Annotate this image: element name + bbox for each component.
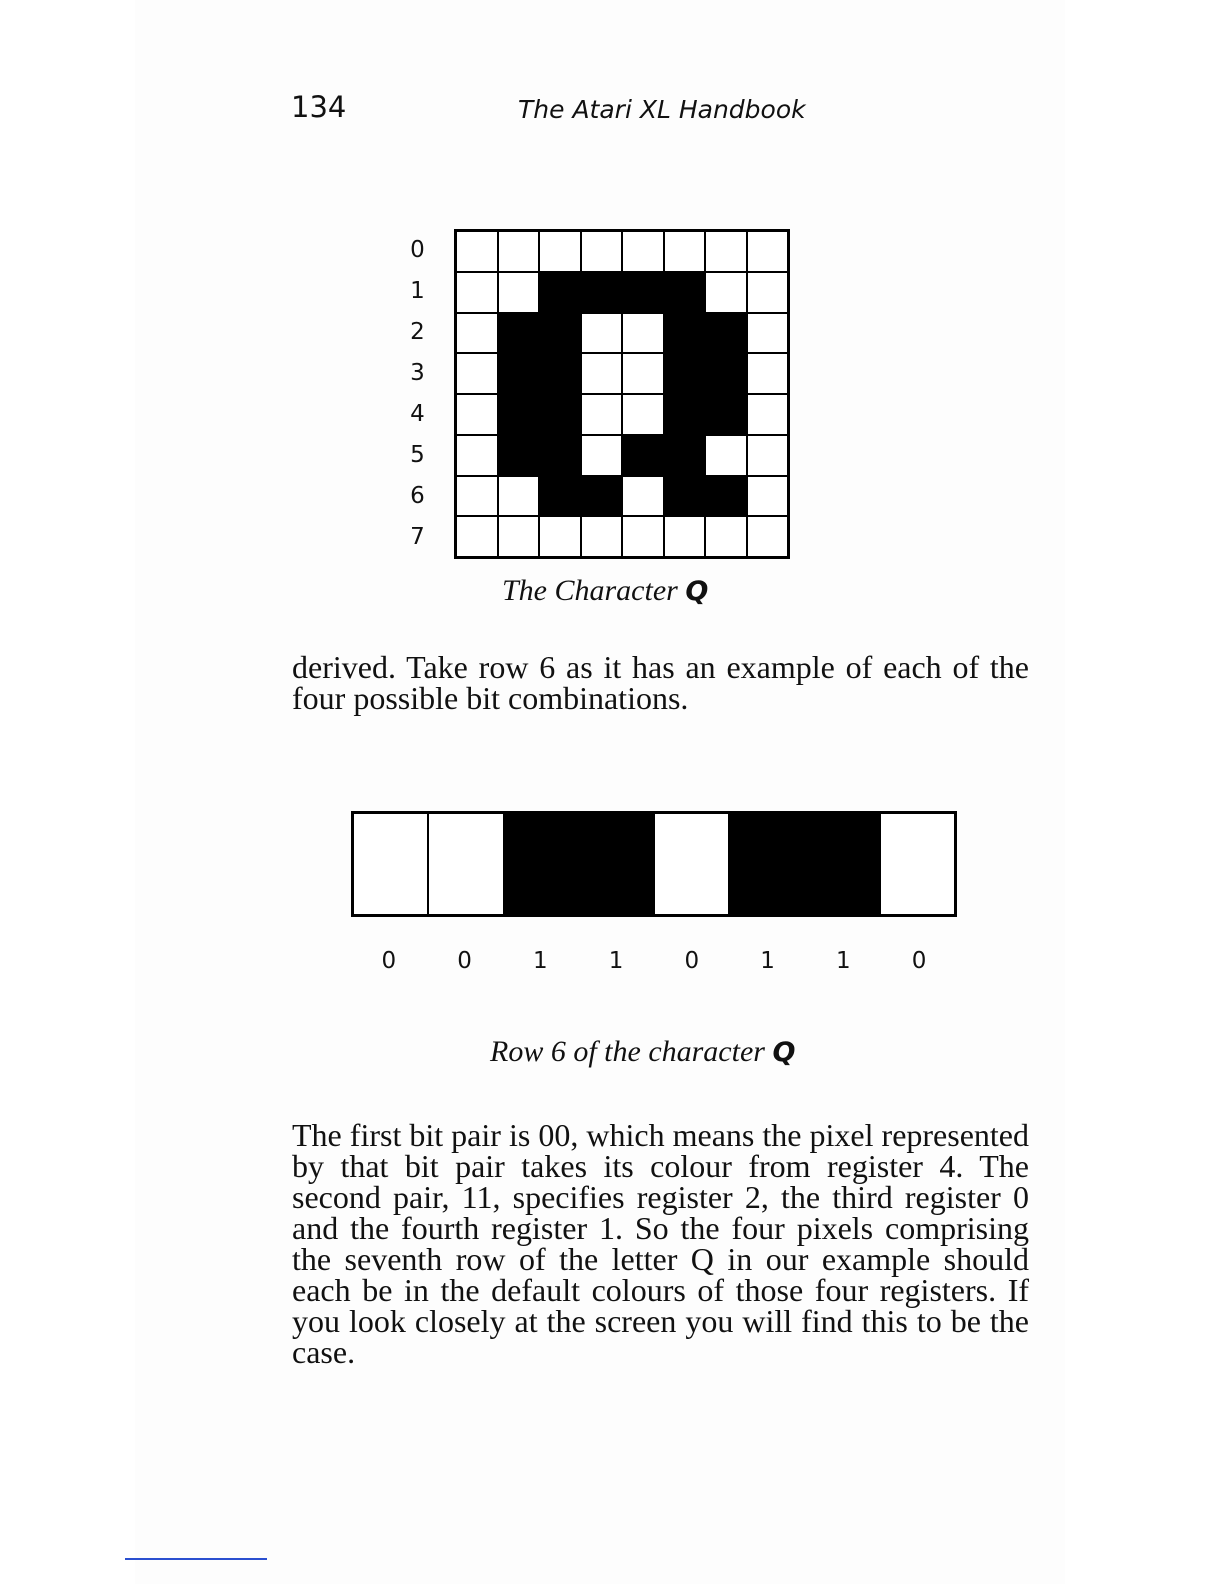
grid-cell-filled — [665, 477, 705, 516]
grid-cell-empty — [540, 517, 580, 556]
bit-label: 1 — [608, 948, 624, 974]
bit-label: 0 — [381, 948, 397, 974]
grid-cell-empty — [706, 232, 746, 271]
grid-cell-filled — [582, 477, 622, 516]
grid-cell-empty — [623, 314, 663, 353]
grid-cell-empty — [457, 273, 497, 312]
grid-cell-empty — [665, 517, 705, 556]
row-label: 0 — [410, 237, 425, 263]
caption-text: The Character — [502, 574, 686, 607]
grid-cell-filled — [499, 436, 539, 475]
grid-cell-filled — [706, 314, 746, 353]
grid-cell-filled — [582, 273, 622, 312]
grid-cell-empty — [457, 314, 497, 353]
strip-cell-filled — [580, 814, 655, 914]
grid-cell-empty — [623, 354, 663, 393]
strip-cell-empty — [655, 814, 730, 914]
grid-cell-filled — [540, 314, 580, 353]
row-label: 3 — [410, 360, 425, 386]
grid-cell-empty — [748, 273, 788, 312]
grid-cell-filled — [665, 273, 705, 312]
grid-cell-filled — [623, 436, 663, 475]
bit-labels — [351, 948, 957, 974]
grid-cell-filled — [499, 395, 539, 434]
caption-letter: Q — [772, 1037, 796, 1068]
grid-cell-filled — [540, 395, 580, 434]
running-head: The Atari XL Handbook — [518, 95, 806, 124]
grid-cell-empty — [457, 395, 497, 434]
row-label: 6 — [410, 483, 425, 509]
grid-cell-empty — [582, 395, 622, 434]
grid-cell-filled — [665, 436, 705, 475]
grid-cell-empty — [623, 477, 663, 516]
strip-cell-filled — [806, 814, 881, 914]
grid-cell-empty — [748, 232, 788, 271]
bit-label: 1 — [836, 948, 851, 974]
grid-cell-empty — [748, 436, 788, 475]
grid-cell-empty — [582, 436, 622, 475]
grid-cell-empty — [499, 273, 539, 312]
grid-cell-empty — [582, 354, 622, 393]
grid-cell-empty — [706, 436, 746, 475]
grid-cell-empty — [582, 232, 622, 271]
grid-cell-empty — [582, 314, 622, 353]
grid-cell-empty — [457, 436, 497, 475]
bit-label: 0 — [684, 948, 700, 974]
grid-cell-empty — [623, 395, 663, 434]
row-label: 5 — [410, 442, 425, 468]
strip-cell-filled — [505, 814, 580, 914]
grid-cell-filled — [540, 436, 580, 475]
grid-cell-empty — [457, 232, 497, 271]
grid-cell-empty — [748, 354, 788, 393]
grid-cell-empty — [457, 477, 497, 516]
strip-cell-empty — [429, 814, 504, 914]
row-label: 2 — [410, 319, 425, 345]
grid-cell-empty — [665, 232, 705, 271]
grid-cell-empty — [623, 232, 663, 271]
figure-caption-row-6 — [490, 1035, 795, 1069]
grid-cell-empty — [499, 477, 539, 516]
row-label: 7 — [410, 524, 425, 550]
grid-cell-empty — [748, 395, 788, 434]
caption-text: Row 6 of the character — [490, 1035, 773, 1068]
body-paragraph: derived. Take row 6 as it has an example of each of the four possible bit combinations. — [292, 649, 1029, 716]
grid-cell-filled — [623, 273, 663, 312]
grid-cell-empty — [706, 273, 746, 312]
page-number: 134 — [291, 90, 347, 124]
bit-label: 0 — [911, 948, 927, 974]
grid-cell-filled — [499, 314, 539, 353]
row-label: 1 — [410, 278, 425, 304]
row-label: 4 — [410, 401, 425, 427]
grid-cell-filled — [665, 354, 705, 393]
strip-cell-empty — [354, 814, 429, 914]
grid-cell-empty — [457, 517, 497, 556]
grid-cell-filled — [540, 273, 580, 312]
strip-cell-empty — [881, 814, 954, 914]
grid-cell-filled — [665, 395, 705, 434]
grid-cell-empty — [499, 232, 539, 271]
character-q-grid — [454, 229, 790, 559]
grid-cell-empty — [706, 517, 746, 556]
grid-cell-empty — [540, 232, 580, 271]
grid-cell-empty — [499, 517, 539, 556]
grid-cell-filled — [706, 354, 746, 393]
grid-cell-filled — [665, 314, 705, 353]
grid-cell-empty — [582, 517, 622, 556]
caption-letter: Q — [685, 576, 709, 607]
grid-cell-filled — [499, 354, 539, 393]
figure-caption-character-q — [502, 574, 708, 608]
grid-cell-filled — [540, 477, 580, 516]
row-6-strip — [351, 811, 957, 917]
grid-cell-empty — [748, 314, 788, 353]
grid-cell-empty — [748, 517, 788, 556]
grid-cell-empty — [457, 354, 497, 393]
footnote-rule — [125, 1558, 267, 1560]
bit-label: 1 — [760, 948, 775, 974]
grid-cell-filled — [706, 395, 746, 434]
bit-label: 1 — [533, 948, 548, 974]
grid-cell-filled — [706, 477, 746, 516]
grid-cell-empty — [748, 477, 788, 516]
bit-label: 0 — [457, 948, 472, 974]
grid-cell-filled — [540, 354, 580, 393]
strip-cell-filled — [730, 814, 805, 914]
body-paragraph: The first bit pair is 00, which means the pixel represented by that bit pair takes its colour from register 4. The second pair, 11, specifies register 2, the third register 0 and the fourth register 1. So the four pixels comprising the seventh row of the letter Q in our example should each be in the default colours of those four registers. If you look closely at the screen you will find this to be the case. — [292, 1117, 1029, 1370]
grid-cell-empty — [623, 517, 663, 556]
